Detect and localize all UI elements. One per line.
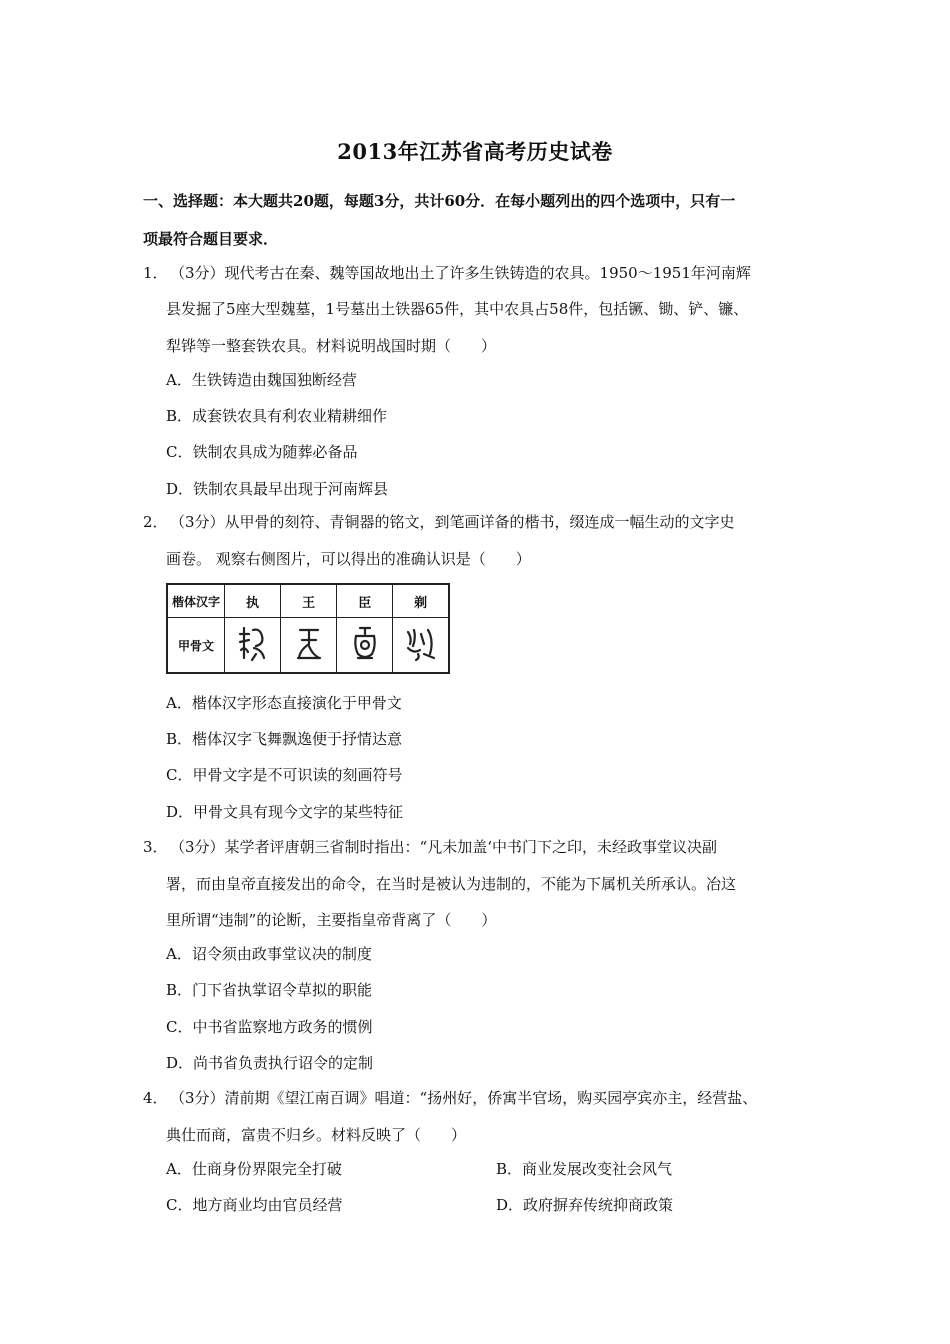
question-stem-line: 署，而由皇帝直接发出的命令，在当时是被认为违制的，不能为下属机关所承认。冶这 [166,875,737,893]
question-number: 3． [143,838,168,856]
option-c[interactable]: C．甲骨文字是不可识读的刻画符号 [166,766,403,784]
option-a[interactable]: A．楷体汉字形态直接演化于甲骨文 [166,694,402,712]
option-a[interactable]: A．仕商身份界限完全打破 [166,1160,342,1178]
kaishu-char: 执 [225,584,281,618]
question-stem-line: （3分）某学者评唐朝三省制时指出：“凡未加盖‘中书门下之印，未经政事堂议决副 [170,838,717,856]
oracle-glyph-zhi [225,618,281,674]
question-number: 2． [143,513,168,531]
option-c[interactable]: C．地方商业均由官员经营 [166,1196,343,1214]
option-d[interactable]: D．铁制农具最早出现于河南辉县 [166,480,389,498]
question-stem-line: （3分）现代考古在秦、魏等国故地出土了许多生铁铸造的农具。1950～1951年河南辉 [170,264,751,282]
table-row-header-oracle: 甲骨文 [167,618,225,674]
option-b[interactable]: B．门下省执掌诏令草拟的职能 [166,981,373,999]
question-number: 1． [143,264,168,282]
question-number: 4． [143,1089,168,1107]
kaishu-char: 王 [281,584,337,618]
option-d[interactable]: D．尚书省负责执行诏令的定制 [166,1054,374,1072]
question-stem-line: （3分）从甲骨的刻符、青铜器的铭文，到笔画详备的楷书，缀连成一幅生动的文字史 [170,513,735,531]
question-stem-line: 县发掘了5座大型魏墓，1号墓出土铁器65件，其中农具占58件，包括镢、锄、铲、镰、 [166,300,749,318]
kaishu-char: 剃 [393,584,449,618]
option-a[interactable]: A．生铁铸造由魏国独断经营 [166,371,357,389]
page-title: 2013年江苏省高考历史试卷 [337,139,613,164]
oracle-glyph-chen [337,618,393,674]
table-row-header-kaishu: 楷体汉字 [167,584,225,618]
option-b[interactable]: B．商业发展改变社会风气 [496,1160,673,1178]
section-heading: 一、选择题：本大题共20题，每题3分，共计60分．在每小题列出的四个选项中，只有一 [143,192,736,210]
option-d[interactable]: D．政府摒弃传统抑商政策 [496,1196,674,1214]
script-comparison-table [166,583,450,674]
option-c[interactable]: C．中书省监察地方政务的惯例 [166,1018,373,1036]
question-stem-line: （3分）清前期《望江南百调》唱道：“扬州好，侨寓半官场，购买园亭宾亦主，经营盐、 [170,1089,758,1107]
oracle-glyph-ti [393,618,449,674]
oracle-glyph-wang [281,618,337,674]
question-stem-line: 画卷。 观察右侧图片，可以得出的准确认识是（ ） [166,550,531,568]
section-heading-cont: 项最符合题目要求． [143,230,279,248]
question-stem-line: 犁铧等一整套铁农具。材料说明战国时期（ ） [166,337,497,355]
option-c[interactable]: C．铁制农具成为随葬必备品 [166,443,358,461]
option-b[interactable]: B．成套铁农具有利农业精耕细作 [166,407,388,425]
option-d[interactable]: D．甲骨文具有现今文字的某些特征 [166,803,404,821]
kaishu-char: 臣 [337,584,393,618]
question-stem-line: 典仕而商，富贵不归乡。材料反映了（ ） [166,1126,467,1144]
option-a[interactable]: A．诏令须由政事堂议决的制度 [166,945,372,963]
option-b[interactable]: B．楷体汉字飞舞飘逸便于抒情达意 [166,730,403,748]
question-stem-line: 里所谓“违制”的论断，主要指皇帝背离了（ ） [166,911,497,929]
